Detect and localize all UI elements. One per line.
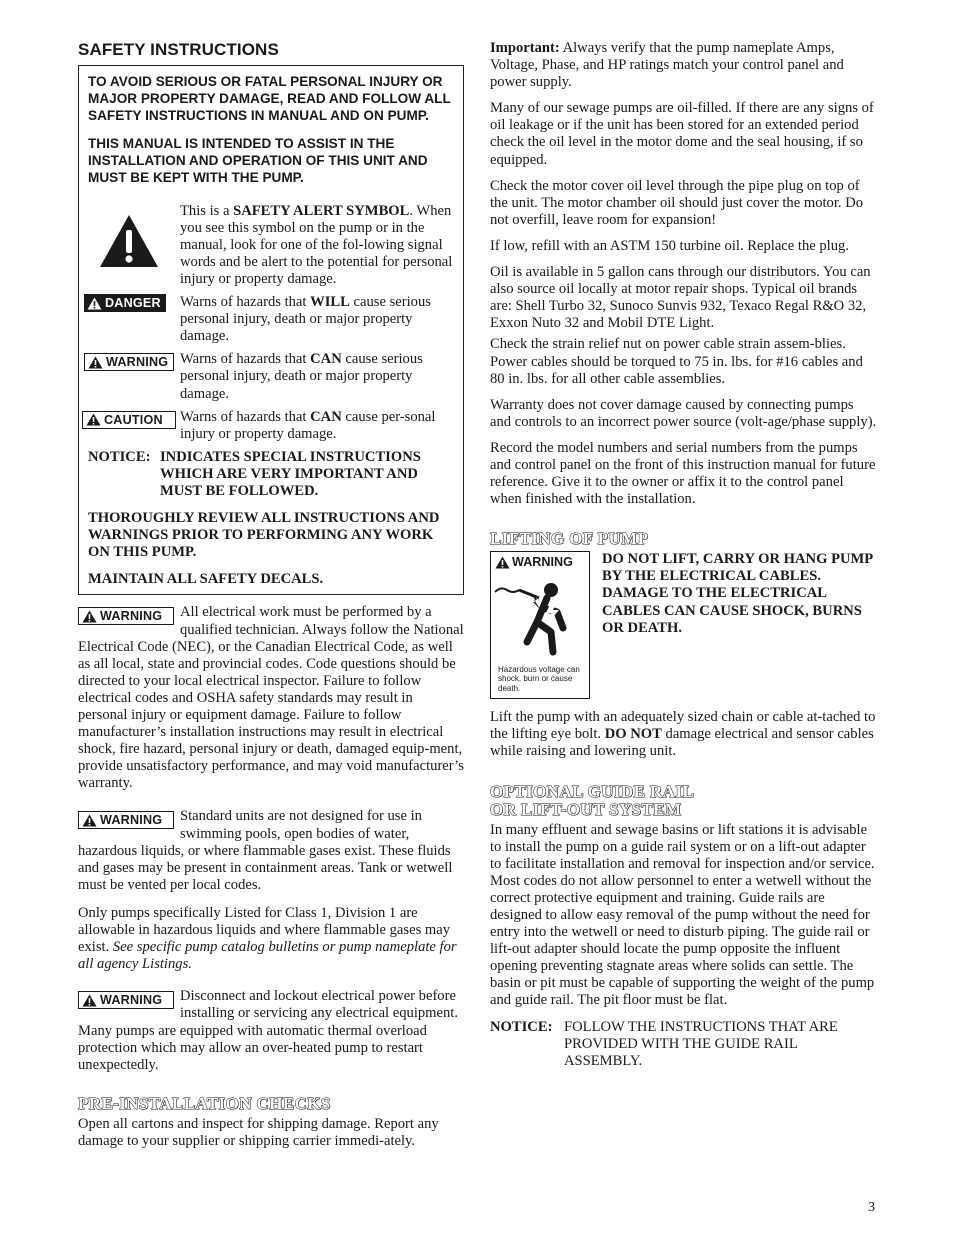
warning-triangle-icon (82, 610, 97, 623)
safety-alert-icon (98, 213, 160, 269)
notice-text: INDICATES SPECIAL INSTRUCTIONS WHICH ARE VERY IMPORTANT AND MUST BE FOLLOWED. (160, 448, 421, 499)
safety-alert-row (88, 203, 454, 288)
notice-label: NOTICE: (88, 448, 151, 465)
notice-label: NOTICE: (490, 1018, 553, 1035)
warranty-paragraph: Warranty does not cover damage caused by connecting pumps and controls to an incorrect power source (volt-age/phase supply). (490, 396, 877, 430)
guide-rail-notice (490, 1019, 878, 1070)
warning-badge: WARNING (78, 607, 174, 625)
left-column (78, 38, 464, 1150)
guide-rail-heading-line2: OR LIFT-OUT SYSTEM (490, 799, 682, 819)
warning-triangle-icon (87, 297, 102, 310)
pool-usage-text: Standard units are not designed for use in swimming pools, open bodies of water, hazardous liquids, or where flammable gases exist. These fluids and gases may be present in containment areas. Tank or wetwell must be vented per local codes. (78, 808, 453, 893)
caution-description: Warns of hazards that CAN cause per-sonal injury or property damage. (180, 408, 436, 442)
pool-usage-warning (78, 808, 464, 893)
safety-instructions-box (78, 65, 464, 595)
danger-badge: DANGER (84, 294, 166, 312)
pre-installation-heading: PRE-INSTALLATION CHECKS (78, 1093, 331, 1113)
electrical-work-warning (78, 604, 464, 792)
warning-triangle-icon (82, 994, 97, 1007)
important-paragraph: Important: Always verify that the pump nameplate Amps, Voltage, Phase, and HP ratings match your control panel and power supply. (490, 40, 844, 91)
manual-purpose-text: THIS MANUAL IS INTENDED TO ASSIST IN THE INSTALLATION AND OPERATION OF THIS UNIT AND MUST BE KEPT WITH THE PUMP. (88, 136, 428, 186)
caution-row (88, 409, 454, 443)
intro-warning-text: TO AVOID SERIOUS OR FATAL PERSONAL INJURY OR MAJOR PROPERTY DAMAGE, READ AND FOLLOW ALL SAFETY INSTRUCTIONS IN MANUAL AND ON PUMP. (88, 74, 451, 124)
warning-row (88, 351, 454, 402)
electric-shock-icon (491, 572, 589, 658)
pre-installation-text: Open all cartons and inspect for shipping damage. Report any damage to your supplier or shipping carrier immedi-ately. (78, 1115, 439, 1149)
warning-description: Warns of hazards that CAN cause serious personal injury, death or major property damage. (180, 351, 423, 402)
warning-triangle-icon (86, 413, 101, 426)
lifting-heading: LIFTING OF PUMP (490, 529, 649, 549)
review-instructions-text: THOROUGHLY REVIEW ALL INSTRUCTIONS AND WARNINGS PRIOR TO PERFORMING ANY WORK ON THIS PUMP. (88, 510, 440, 561)
safety-heading: SAFETY INSTRUCTIONS (78, 40, 279, 59)
record-numbers-paragraph: Record the model numbers and serial numbers from the pumps and control panel on the front of this instruction manual for future reference. Give it to the owner or affix it to the control panel when finished with the installation. (490, 439, 876, 508)
danger-row (88, 294, 454, 345)
disconnect-power-warning (78, 988, 464, 1073)
oil-level-paragraph: Check the motor cover oil level through the pipe plug on top of the unit. The motor chamber oil should just cover the motor. Do not overfill, leave room for expansion! (490, 177, 864, 228)
warning-triangle-icon (495, 556, 510, 569)
oil-filled-paragraph: Many of our sewage pumps are oil-filled. If there are any signs of oil leakage or if the unit has been stored for an extended period check the oil level in the motor dome and the seal housing, if so equipped. (490, 100, 874, 168)
warning-triangle-icon (88, 356, 103, 369)
notice-row (88, 449, 454, 500)
maintain-decals-text: MAINTAIN ALL SAFETY DECALS. (88, 571, 324, 588)
warning-badge: WARNING (78, 811, 174, 829)
warning-triangle-icon (82, 814, 97, 827)
oil-brands-paragraph: Oil is available in 5 gallon cans through our distributors. You can also source oil locally at motor repair shops. Typical oil brands are: Shell Turbo 32, Sunoco Sunvis 932, Texaco Regal R&O 32, Exxon Nuto 32 and Mobil DTE Light. (490, 264, 871, 332)
guide-rail-paragraph: In many effluent and sewage basins or lift stations it is advisable to install the pump on a guide rail system or on a lift-out adapter to facilitate installation and removal for inspection and/or service. Most codes do not allow personnel to enter a wetwell without the correct protective equipment and training. Guide rails are designed to allow easy removal of the pump without the need for entry into the wetwell or need to disturb piping. The guide rail or lift-out adapter should locate the pump opposite the influent opening preventing stagnate areas where solids can settle. The basin or pit must be capable of supporting the weight of the pump and guide rail. The pit floor must be flat. (490, 821, 875, 1009)
danger-description: Warns of hazards that WILL cause serious personal injury, death or major property damage. (180, 294, 431, 345)
warning-badge: WARNING (84, 353, 174, 371)
page-number: 3 (868, 1200, 875, 1215)
hazardous-voltage-caption: Hazardous voltage can shock, burn or cause death. (498, 664, 580, 693)
guide-rail-notice-text: FOLLOW THE INSTRUCTIONS THAT ARE PROVIDED WITH THE GUIDE RAIL ASSEMBLY. (564, 1018, 838, 1069)
safety-alert-description: This is a SAFETY ALERT SYMBOL. When you see this symbol on the pump or in the manual, look for one of the fol-lowing signal words and be alert to the potential for personal injury or property damage. (180, 202, 453, 287)
warning-badge: WARNING (78, 991, 174, 1009)
strain-relief-paragraph: Check the strain relief nut on power cable strain assem-blies. Power cables should be torqued to 75 in. lbs. for #16 cables and 80 in. lbs. for all other cable assemblies. (490, 336, 863, 387)
lifting-warning-row (490, 551, 878, 699)
right-column (490, 40, 878, 1070)
caution-badge: CAUTION (82, 411, 176, 429)
refill-paragraph: If low, refill with an ASTM 150 turbine oil. Replace the plug. (490, 237, 849, 254)
lifting-warning-text: DO NOT LIFT, CARRY OR HANG PUMP BY THE ELECTRICAL CABLES. DAMAGE TO THE ELECTRICAL CABLES CAN CAUSE SHOCK, BURNS OR DEATH. (602, 551, 873, 636)
class1-paragraph: Only pumps specifically Listed for Class 1, Division 1 are allowable in hazardous liquids and where flammable gases may exist. See specific pump catalog bulletins or pump nameplate for all agency Listings. (78, 904, 457, 973)
lifting-paragraph: Lift the pump with an adequately sized chain or cable at-tached to the lifting eye bolt. DO NOT damage electrical and sensor cables while raising and lowering unit. (490, 709, 876, 760)
guide-rail-heading-line1: OPTIONAL GUIDE RAIL (490, 781, 695, 801)
warning-sign-header: WARNING (491, 552, 589, 572)
disconnect-power-text: Disconnect and lockout electrical power before installing or servicing any electrical equipment. Many pumps are equipped with automatic thermal overload protection which may allow an over-heated pump to restart unexpectedly. (78, 988, 459, 1073)
electrical-work-text: All electrical work must be performed by a qualified technician. Always follow the National Electrical Code (NEC), or the Canadian Electrical Code, as well as all local, state and provincial codes. Code questions should be directed to your local electrical inspector. Failure to follow electrical codes and OSHA safety standards may result in personal injury or equipment damage. Failure to follow manufacturer’s installation instructions may result in electrical shock, fire hazard, personal injury or death, damaged equip-ment, provide unsatisfactory performance, and may void manufacturer’s warranty. (78, 604, 464, 792)
hazardous-voltage-sign (490, 551, 590, 699)
